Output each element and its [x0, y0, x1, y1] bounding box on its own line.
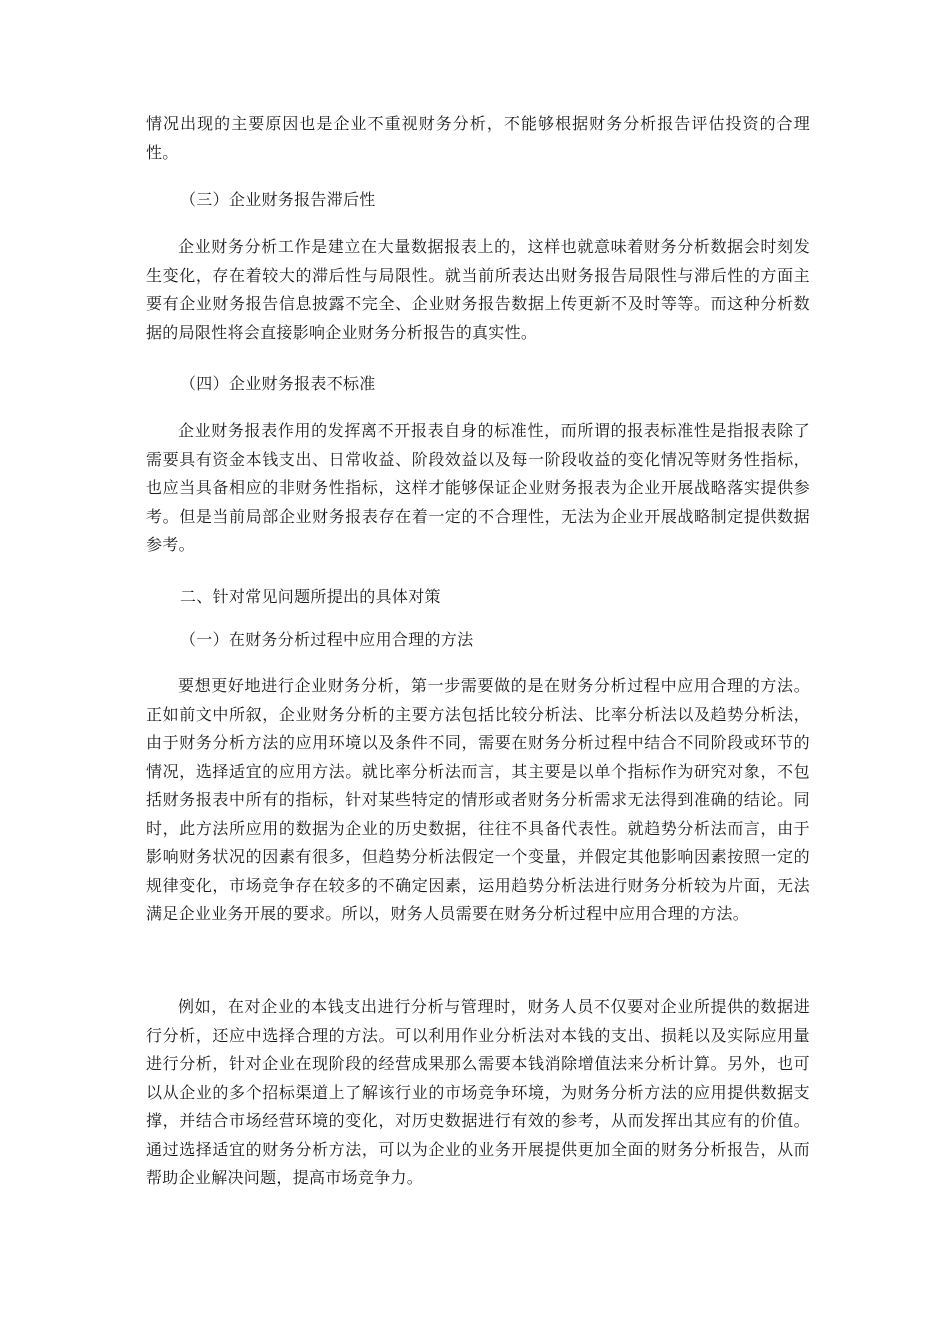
paragraph-example — [146, 993, 810, 1193]
section-heading-3 — [146, 186, 810, 215]
paragraph-report-standard — [146, 417, 810, 560]
paragraph-text: 情况出现的主要原因也是企业不重视财务分析，不能够根据财务分析报告评估投资的合理性。 — [146, 114, 810, 162]
section-heading-countermeasures — [146, 583, 810, 612]
subsection-heading-1 — [146, 626, 810, 655]
paragraph-text: 例如，在对企业的本钱支出进行分析与管理时，财务人员不仅要对企业所提供的数据进行分析，还应中选择合理的方法。可以利用作业分析法对本钱的支出、损耗以及实际应用量进行分析，针对企业在现阶段的经营成果那么需要本钱消除增值法来分析计算。另外，也可以从企业的多个招标渠道上了解该行业的市场竞争环境，为财务分析方法的应用提供数据支撑，并结合市场经营环境的变化，对历史数据进行有效的参考，从而发挥出其应有的价值。通过选择适宜的财务分析方法，可以为企业的业务开展提供更加全面的财务分析报告，从而帮助企业解决问题，提高市场竞争力。 — [146, 997, 810, 1187]
heading-text: 二、针对常见问题所提出的具体对策 — [180, 587, 441, 606]
paragraph-text: 企业财务报表作用的发挥离不开报表自身的标准性，而所谓的报表标准性是指报表除了需要具有资金本钱支出、日常收益、阶段效益以及每一阶段收益的变化情况等财务性指标，也应当具备相应的非财务性指标，这样才能够保证企业财务报表为企业开展战略落实提供参考。但是当前局部企业财务报表存在着一定的不合理性，无法为企业开展战略制定提供数据参考。 — [146, 421, 810, 554]
section-heading-4 — [146, 370, 810, 399]
heading-text: （三）企业财务报告滞后性 — [180, 190, 376, 209]
paragraph-continuation — [146, 110, 810, 167]
paragraph-text: 要想更好地进行企业财务分析，第一步需要做的是在财务分析过程中应用合理的方法。正如前文中所叙，企业财务分析的主要方法包括比较分析法、比率分析法以及趋势分析法，由于财务分析方法的应用环境以及条件不同，需要在财务分析过程中结合不同阶段或环节的情况，选择适宜的应用方法。就比率分析法而言，其主要是以单个指标作为研究对象，不包括财务报表中所有的指标，针对某些特定的情形或者财务分析需求无法得到准确的结论。同时，此方法所应用的数据为企业的历史数据，往往不具备代表性。就趋势分析法而言，由于影响财务状况的因素有很多，但趋势分析法假定一个变量，并假定其他影响因素按照一定的规律变化，市场竞争存在较多的不确定因素，运用趋势分析法进行财务分析较为片面，无法满足企业业务开展的要求。所以，财务人员需要在财务分析过程中应用合理的方法。 — [146, 676, 810, 923]
paragraph-reasonable-methods — [146, 672, 810, 929]
paragraph-text: 企业财务分析工作是建立在大量数据报表上的，这样也就意味着财务分析数据会时刻发生变化，存在着较大的滞后性与局限性。就当前所表达出财务报告局限性与滞后性的方面主要有企业财务报告信息披露不完全、企业财务报告数据上传更新不及时等等。而这种分析数据的局限性将会直接影响企业财务分析报告的真实性。 — [146, 237, 810, 342]
heading-text: （四）企业财务报表不标准 — [180, 374, 376, 393]
paragraph-report-lag — [146, 233, 810, 347]
heading-text: （一）在财务分析过程中应用合理的方法 — [180, 630, 474, 649]
